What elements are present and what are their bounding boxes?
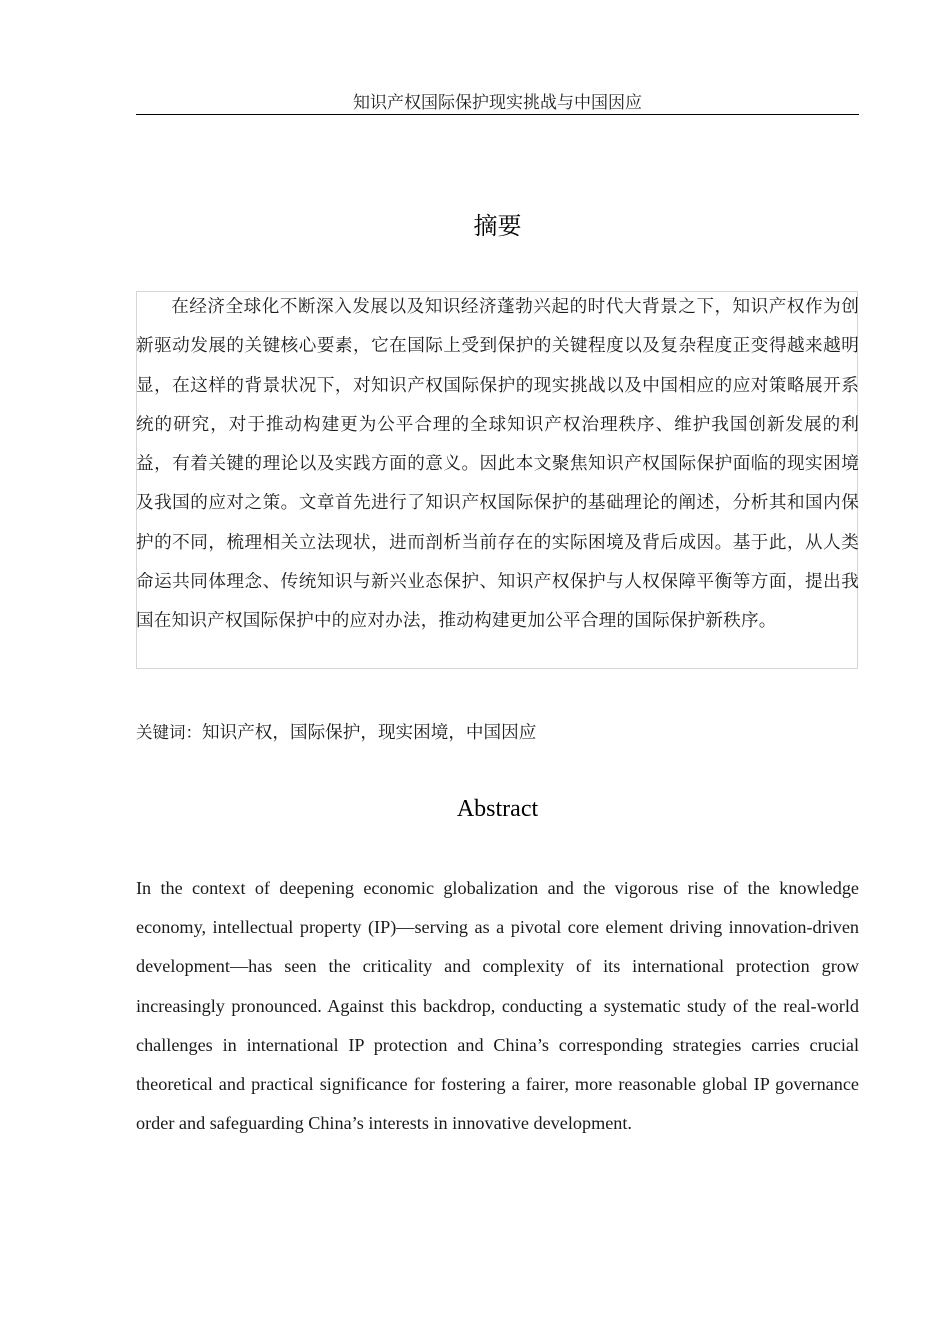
keywords-label: 关键词： <box>136 723 202 742</box>
keywords-line <box>136 719 859 747</box>
english-abstract-title: Abstract <box>456 796 539 822</box>
keywords-value: 知识产权，国际保护，现实困境，中国因应 <box>202 723 537 743</box>
running-header: 知识产权国际保护现实挑战与中国因应 <box>136 92 859 115</box>
chinese-abstract-title: 摘要 <box>473 212 522 240</box>
chinese-abstract-body: 在经济全球化不断深入发展以及知识经济蓬勃兴起的时代大背景之下，知识产权作为创新驱动发展的关键核心要素，它在国际上受到保护的关键程度以及复杂程度正变得越来越明显，在这样的背景状况下，对知识产权国际保护的现实挑战以及中国相应的应对策略展开系统的研究，对于推动构建更为公平合理的全球知识产权治理秩序、维护我国创新发展的利益，有着关键的理论以及实践方面的意义。因此本文聚焦知识产权国际保护面临的现实困境及我国的应对之策。文章首先进行了知识产权国际保护的基础理论的阐述，分析其和国内保护的不同，梳理相关立法现状，进而剖析当前存在的实际困境及背后成因。基于此，从人类命运共同体理念、传统知识与新兴业态保护、知识产权保护与人权保障平衡等方面，提出我国在知识产权国际保护中的应对办法，推动构建更加公平合理的国际保护新秩序。 <box>136 297 859 632</box>
english-abstract-body: In the context of deepening economic globalization and the vigorous rise of the knowledge economy, intellectual property (IP)—serving as a pivotal core element driving innovation-driven development—has seen the criticality and complexity of its international protection grow increasingly pronounced. Against this backdrop, conducting a systematic study of the real-world challenges in international IP protection and China’s corresponding strategies carries crucial theoretical and practical significance for fostering a fairer, more reasonable global IP governance order and safeguarding China’s interests in innovative development. <box>136 878 859 1134</box>
